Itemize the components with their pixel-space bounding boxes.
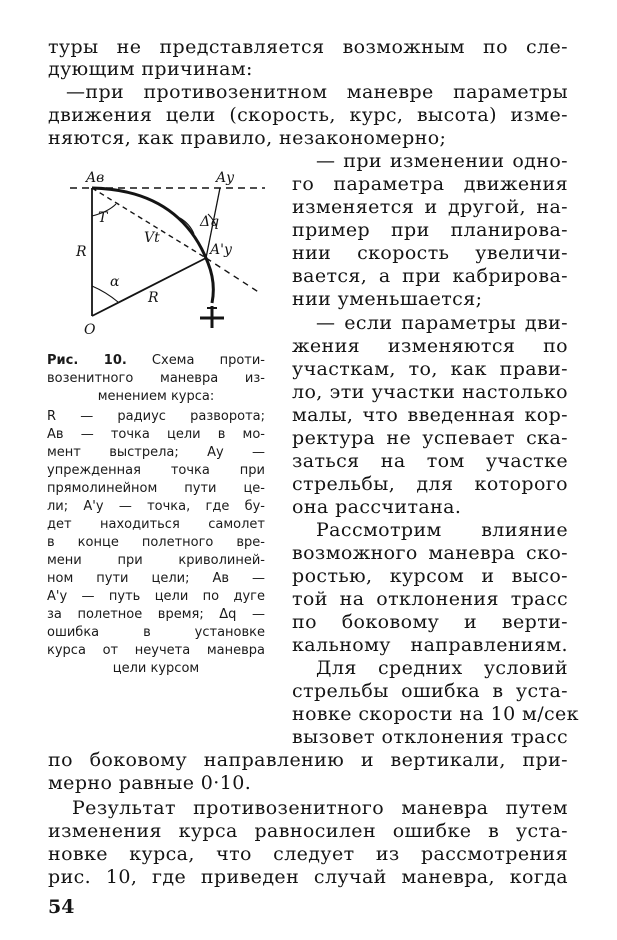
text-line: туры не представляется возможным по сле- <box>48 36 568 58</box>
text-line: движения цели (скорость, курс, высота) изме- <box>48 104 568 126</box>
text-line: нии уменьшается; <box>292 288 483 310</box>
caption-line: упрежденная точка при <box>47 463 265 478</box>
figure-10-diagram <box>60 168 280 343</box>
text-line: малы, что введенная кор- <box>292 404 568 426</box>
text-line: вызовет отклонения трасс <box>292 726 568 748</box>
text-line: няются, как правило, незакономерно; <box>48 127 447 149</box>
caption-line: A'у — путь цели по дуге <box>47 589 265 604</box>
text-line: ректура не успевает ска- <box>292 427 568 449</box>
label-vt: Vt <box>144 230 160 246</box>
text-line: новке курса, что следует из рассмотрения <box>48 843 568 865</box>
label-o: O <box>84 322 96 338</box>
caption-line: менением курса: <box>97 389 215 404</box>
caption-line: ном пути цели; Aв — <box>47 571 265 586</box>
text-line: участкам, то, как прави- <box>292 358 568 380</box>
text-line: той на отклонения трасс <box>292 588 568 610</box>
text-line: Для средних условий <box>316 657 568 679</box>
label-a-y-prime: A'у <box>210 242 233 258</box>
text-line: жения изменяются по <box>292 335 568 357</box>
text-line: ло, эти участки настолько <box>292 381 568 403</box>
text-line: ростью, курсом и высо- <box>292 565 568 587</box>
caption-line: за полетное время; Δq — <box>47 607 265 622</box>
text-line: — при изменении одно- <box>316 150 568 172</box>
text-line: рис. 10, где приведен случай маневра, когда <box>48 866 568 888</box>
text-line: по боковому и верти- <box>292 611 568 633</box>
page-number: 54 <box>48 896 75 918</box>
label-delta-q: Δq <box>200 214 220 230</box>
label-a-y: Aу <box>216 170 235 186</box>
caption-line: ли; A'у — точка, где бу- <box>47 499 265 514</box>
aircraft-icon <box>200 306 224 328</box>
text-line: —при противозенитном маневре параметры <box>66 81 568 103</box>
text-line: Рассмотрим влияние <box>316 519 568 541</box>
label-r-left: R <box>76 244 87 260</box>
caption-line: Схема проти- <box>126 353 265 368</box>
caption-line: ошибка в установке <box>47 625 265 640</box>
label-alpha: α <box>110 274 120 290</box>
text-line: по боковому направлению и вертикали, при- <box>48 749 568 771</box>
text-line: го параметра движения <box>292 173 568 195</box>
caption-line: мент выстрела; Aу — <box>47 445 265 460</box>
caption-line: дет находиться самолет <box>47 517 265 532</box>
text-line: изменяется и другой, на- <box>292 196 568 218</box>
label-r-bottom: R <box>148 290 159 306</box>
caption-line: цели курсом <box>112 661 200 676</box>
text-line: дующим причинам: <box>48 58 253 80</box>
text-line: — если параметры дви- <box>316 312 568 334</box>
caption-line: R — радиус разворота; <box>47 409 265 424</box>
text-line: вается, а при кабрирова- <box>292 265 568 287</box>
caption-line: Aв — точка цели в мо- <box>47 427 265 442</box>
text-line: новке скорости на 10 м/сек <box>292 703 579 725</box>
text-line: стрельбы, для которого <box>292 473 568 495</box>
caption-label: Рис. 10. <box>47 353 127 368</box>
caption-line: прямолинейном пути це- <box>47 481 265 496</box>
text-line: нии скорость увеличи- <box>292 242 568 264</box>
text-line: пример при планирова- <box>292 219 568 241</box>
text-line: она рассчитана. <box>292 496 462 518</box>
text-line: кальному направлениям. <box>292 634 568 656</box>
text-line: возможного маневра ско- <box>292 542 568 564</box>
text-line: стрельбы ошибка в уста- <box>292 680 568 702</box>
text-line: заться на том участке <box>292 450 568 472</box>
caption-line: курса от неучета маневра <box>47 643 265 658</box>
caption-line: мени при криволиней- <box>47 553 265 568</box>
text-line: изменения курса равносилен ошибке в уста- <box>48 820 568 842</box>
text-line: мерно равные 0·10. <box>48 772 252 794</box>
label-t: T <box>98 210 108 226</box>
caption-line: в конце полетного вре- <box>47 535 265 550</box>
caption-line: возенитного маневра из- <box>47 371 265 386</box>
text-line: Результат противозенитного маневра путем <box>72 797 568 819</box>
label-a-b: Aв <box>86 170 105 186</box>
